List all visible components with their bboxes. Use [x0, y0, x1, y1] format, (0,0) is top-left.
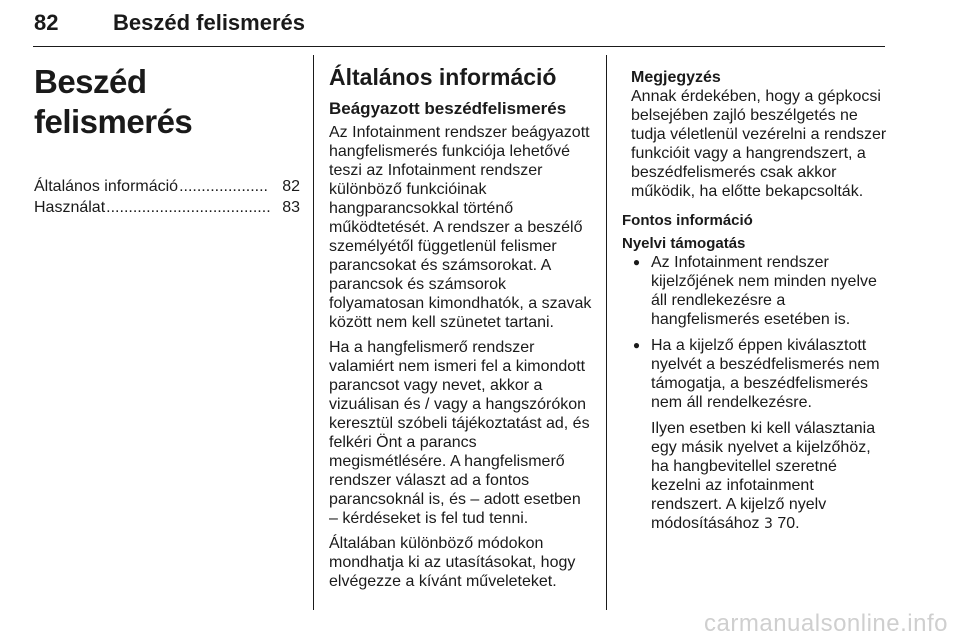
body-paragraph: Ha a hangfelismerő rendszer valamiért nem ismeri fel a kimondott parancsot vagy nevet, akkor a vizuálisan és / vagy a hangszórókon keresztül szóbeli tájékoztatást ad, és felkéri Önt a parancs megismétlésére. A hangfelismerő rendszer választ ad a fontos parancsoknál is, és – adott esetben – kérdéseket is fel tud tenni. — [329, 339, 590, 527]
followup-text: Ilyen esetben ki kell választania egy másik nyelvet a kijelzőhöz, ha hangbevitellel szeretné kezelni az infotainment rendszert. A kijelző nyelv módosításához — [651, 420, 876, 532]
bullet-item — [622, 336, 887, 412]
bullet-icon: ● — [632, 338, 641, 352]
note-text: Annak érdekében, hogy a gépkocsi belsejében zajló beszélgetés ne tudja véletlenül vezérelni a rendszer funkcióit vagy a hangrendszert, a beszédfelismerés csak akkor működik, ha előtte bekapcsolták. — [631, 88, 887, 200]
toc-entry-label: Használat — [34, 199, 106, 216]
followup-paragraph — [651, 419, 887, 534]
running-header-title: Beszéd felismerés — [113, 10, 305, 35]
column-divider-right — [606, 55, 607, 610]
watermark: carmanualsonline.info — [704, 610, 948, 637]
column-divider-left — [313, 55, 314, 610]
bullet-icon: ● — [632, 255, 641, 269]
toc-entry-general-info[interactable] — [34, 176, 300, 197]
language-support-heading: Nyelvi támogatás — [622, 235, 746, 252]
body-paragraph: Általában különböző módokon mondhatja ki az utasításokat, hogy elvégezze a kívánt műveleteket. — [329, 535, 576, 590]
cross-reference-arrow-icon: 3 — [763, 516, 773, 532]
side-column — [622, 68, 887, 534]
note-box — [631, 68, 887, 201]
toc-leader-dots: .................... — [179, 178, 268, 195]
toc-column — [34, 62, 300, 218]
page-number: 82 — [34, 10, 59, 35]
main-column — [329, 56, 594, 597]
header-rule — [33, 46, 885, 47]
cross-reference-link[interactable]: 70. — [777, 515, 800, 532]
toc-entry-label: Általános információ — [34, 178, 179, 195]
section-subtitle: Beágyazott beszédfelismerés — [329, 99, 567, 118]
bullet-item — [622, 253, 887, 329]
toc-entry-usage[interactable] — [34, 197, 300, 218]
bullet-text: Ha a kijelző éppen kiválasztott nyelvét a beszédfelismerés nem támogatja, a beszédfelismerés nem áll rendelkezésre. — [651, 337, 880, 411]
toc-leader-dots: ..................................... — [106, 199, 271, 216]
section-title: Általános információ — [329, 64, 557, 90]
chapter-title: Beszéd felismerés — [34, 63, 193, 140]
toc-entry-page: 83 — [282, 199, 300, 216]
bullet-text: Az Infotainment rendszer kijelzőjének nem minden nyelve áll rendlekezésre a hangfelismerés esetében is. — [651, 254, 877, 328]
important-info-heading: Fontos információ — [622, 212, 753, 229]
note-label: Megjegyzés — [631, 69, 721, 86]
body-paragraph: Az Infotainment rendszer beágyazott hangfelismerés funkciója lehetővé teszi az Infotainment rendszer különböző funkcióinak hangparancsokkal történő működtetését. A rendszer a beszélő személyétől függetlenül felismer parancsokat és számsorokat. A parancsok és számsorok folyamatosan kimondhatók, a szavak között nem kell szünetet tartani. — [329, 124, 592, 331]
toc-entry-page: 82 — [282, 178, 300, 195]
